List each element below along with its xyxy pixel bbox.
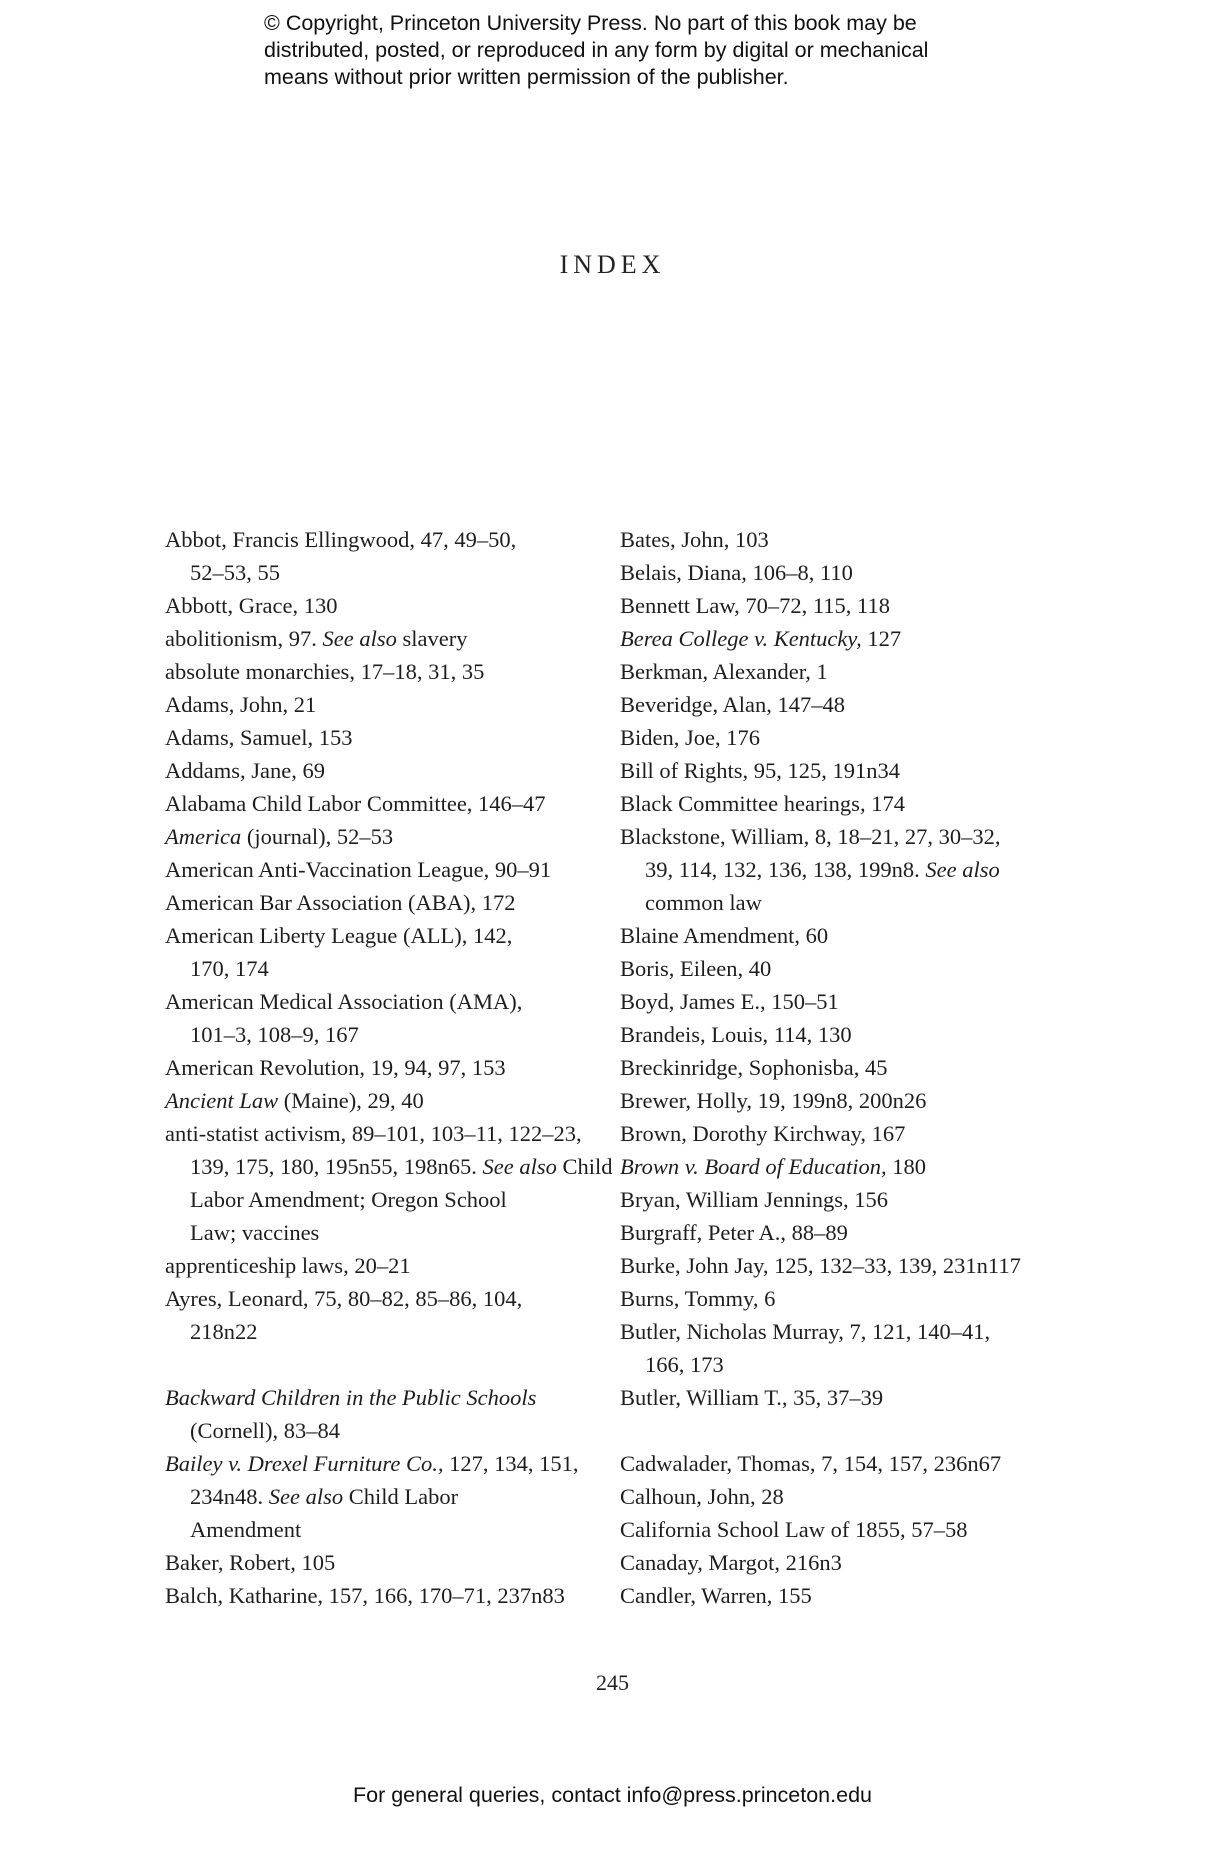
index-entry-text: Child Labor bbox=[343, 1484, 459, 1509]
index-entry-text: Boyd, James E., 150–51 bbox=[620, 989, 839, 1014]
index-entry bbox=[620, 1249, 1040, 1282]
index-entry bbox=[620, 754, 1040, 787]
index-entry bbox=[620, 1447, 1040, 1480]
index-entry bbox=[620, 1051, 1040, 1084]
index-entry bbox=[620, 1117, 1040, 1150]
index-entry-text: (Cornell), 83–84 bbox=[190, 1418, 340, 1443]
index-entry bbox=[165, 886, 585, 919]
index-entry bbox=[165, 853, 585, 886]
index-entry-text: Breckinridge, Sophonisba, 45 bbox=[620, 1055, 888, 1080]
index-entry bbox=[620, 1381, 1040, 1414]
index-entry bbox=[165, 655, 585, 688]
index-entry-text: Candler, Warren, 155 bbox=[620, 1583, 812, 1608]
index-entry-text: 52–53, 55 bbox=[190, 560, 280, 585]
index-entry-text: (Maine), 29, 40 bbox=[278, 1088, 424, 1113]
index-entry-text: Butler, William T., 35, 37–39 bbox=[620, 1385, 884, 1410]
index-entry bbox=[165, 754, 585, 787]
index-entry-text: American Anti-Vaccination League, 90–91 bbox=[165, 857, 552, 882]
index-entry-text: Burke, John Jay, 125, 132–33, 139, 231n117 bbox=[620, 1253, 1021, 1278]
index-entry bbox=[620, 721, 1040, 754]
index-entry-text: Alabama Child Labor Committee, 146–47 bbox=[165, 791, 546, 816]
index-entry bbox=[165, 919, 585, 985]
index-column-right bbox=[620, 523, 1040, 1612]
index-entry-text: Canaday, Margot, 216n3 bbox=[620, 1550, 842, 1575]
index-entry-text: 180 bbox=[886, 1154, 927, 1179]
copyright-notice bbox=[264, 10, 1024, 91]
index-entry bbox=[165, 1117, 613, 1249]
index-entry-text: slavery bbox=[396, 626, 468, 651]
index-entry bbox=[165, 1447, 585, 1546]
index-entry-text: Biden, Joe, 176 bbox=[620, 725, 760, 750]
index-entry-text: Berkman, Alexander, 1 bbox=[620, 659, 828, 684]
index-entry-text: Labor Amendment; Oregon School bbox=[190, 1187, 507, 1212]
index-entry-text: Child bbox=[556, 1154, 613, 1179]
index-entry-text: Adams, Samuel, 153 bbox=[165, 725, 353, 750]
index-entry-text: Baker, Robert, 105 bbox=[165, 1550, 336, 1575]
index-entry bbox=[620, 1480, 1040, 1513]
index-entry-text: Boris, Eileen, 40 bbox=[620, 956, 772, 981]
index-entry-text: 139, 175, 180, 195n55, 198n65. bbox=[190, 1154, 483, 1179]
index-entry-text: abolitionism, 97. bbox=[165, 626, 323, 651]
index-entry-text: Balch, Katharine, 157, 166, 170–71, 237n83 bbox=[165, 1583, 565, 1608]
index-entry bbox=[165, 787, 585, 820]
footer-contact: For general queries, contact info@press.princeton.edu bbox=[352, 1783, 872, 1807]
index-entry bbox=[620, 688, 1040, 721]
index-entry bbox=[165, 1282, 585, 1348]
index-entry-text: Bennett Law, 70–72, 115, 118 bbox=[620, 593, 890, 618]
index-entry-text: Amendment bbox=[190, 1517, 302, 1542]
index-entry-text: Brandeis, Louis, 114, 130 bbox=[620, 1022, 852, 1047]
index-entry-text: Burns, Tommy, 6 bbox=[620, 1286, 776, 1311]
index-entry bbox=[165, 589, 585, 622]
letter-group-gap bbox=[620, 1414, 1040, 1447]
index-entry-text: 170, 174 bbox=[190, 956, 269, 981]
index-entry bbox=[620, 820, 1040, 919]
index-entry bbox=[620, 1183, 1040, 1216]
index-entry-text: 218n22 bbox=[190, 1319, 258, 1344]
letter-group-gap bbox=[165, 1348, 585, 1381]
index-entry-text: Butler, Nicholas Murray, 7, 121, 140–41, bbox=[620, 1319, 991, 1344]
copyright-line: distributed, posted, or reproduced in any form by digital or mechanical bbox=[264, 38, 929, 62]
index-entry-italic-text: America bbox=[165, 824, 242, 849]
index-entry bbox=[620, 952, 1040, 985]
index-entry bbox=[620, 919, 1040, 952]
index-entry bbox=[165, 1381, 585, 1447]
index-entry bbox=[620, 556, 1040, 589]
index-entry-italic-text: Berea College v. Kentucky, bbox=[620, 626, 862, 651]
index-entry-text: Belais, Diana, 106–8, 110 bbox=[620, 560, 853, 585]
index-entry bbox=[165, 1051, 585, 1084]
index-entry-italic-text: See also bbox=[268, 1484, 344, 1509]
index-entry-text: (journal), 52–53 bbox=[241, 824, 394, 849]
index-column-left bbox=[165, 523, 613, 1612]
index-entry-text: Blaine Amendment, 60 bbox=[620, 923, 829, 948]
index-entry bbox=[620, 1150, 1040, 1183]
index-entry-italic-text: Backward Children in the Public Schools bbox=[165, 1385, 537, 1410]
index-entry-text: Bates, John, 103 bbox=[620, 527, 769, 552]
index-entry-text: Bill of Rights, 95, 125, 191n34 bbox=[620, 758, 901, 783]
index-entry bbox=[165, 721, 585, 754]
index-entry-text: Abbot, Francis Ellingwood, 47, 49–50, bbox=[165, 527, 517, 552]
index-entry-text: Beveridge, Alan, 147–48 bbox=[620, 692, 845, 717]
index-entry-text: common law bbox=[645, 890, 762, 915]
index-entry bbox=[620, 1018, 1040, 1051]
index-entry bbox=[620, 1513, 1040, 1546]
index-entry bbox=[620, 1579, 1040, 1612]
index-entry-text: 101–3, 108–9, 167 bbox=[190, 1022, 359, 1047]
index-entry-text: Law; vaccines bbox=[190, 1220, 320, 1245]
index-entry-text: Brown, Dorothy Kirchway, 167 bbox=[620, 1121, 906, 1146]
index-entry-text: Burgraff, Peter A., 88–89 bbox=[620, 1220, 848, 1245]
index-entry bbox=[165, 622, 585, 655]
index-entry-text: Blackstone, William, 8, 18–21, 27, 30–32, bbox=[620, 824, 1001, 849]
index-entry-text: American Liberty League (ALL), 142, bbox=[165, 923, 513, 948]
index-entry-text: Black Committee hearings, 174 bbox=[620, 791, 905, 816]
index-entry bbox=[165, 688, 585, 721]
index-entry bbox=[620, 655, 1040, 688]
index-entry bbox=[620, 1282, 1040, 1315]
index-entry-text: Abbott, Grace, 130 bbox=[165, 593, 338, 618]
index-entry bbox=[165, 523, 585, 589]
index-entry-text: Bryan, William Jennings, 156 bbox=[620, 1187, 889, 1212]
index-entry-italic-text: Ancient Law bbox=[165, 1088, 279, 1113]
index-entry-text: 127 bbox=[861, 626, 902, 651]
index-entry bbox=[620, 1546, 1040, 1579]
index-entry bbox=[620, 1315, 1040, 1381]
index-entry bbox=[620, 787, 1040, 820]
index-entry-text: 234n48. bbox=[190, 1484, 269, 1509]
index-entry-text: Cadwalader, Thomas, 7, 154, 157, 236n67 bbox=[620, 1451, 1002, 1476]
copyright-line: means without prior written permission of the publisher. bbox=[264, 65, 789, 89]
index-entry-text: American Revolution, 19, 94, 97, 153 bbox=[165, 1055, 506, 1080]
copyright-line: © Copyright, Princeton University Press. No part of this book may be bbox=[264, 11, 917, 35]
index-entry-text: American Bar Association (ABA), 172 bbox=[165, 890, 516, 915]
index-entry bbox=[620, 622, 1040, 655]
index-entry-italic-text: See also bbox=[482, 1154, 557, 1179]
index-entry-text: apprenticeship laws, 20–21 bbox=[165, 1253, 411, 1278]
index-entry-italic-text: See also bbox=[925, 857, 1000, 882]
index-entry-text: absolute monarchies, 17–18, 31, 35 bbox=[165, 659, 485, 684]
index-entry-text: 166, 173 bbox=[645, 1352, 724, 1377]
page-title: INDEX bbox=[559, 250, 666, 279]
index-entry bbox=[165, 1546, 585, 1579]
index-entry-text: Brewer, Holly, 19, 199n8, 200n26 bbox=[620, 1088, 927, 1113]
page-number: 245 bbox=[596, 1670, 629, 1695]
index-entry-text: American Medical Association (AMA), bbox=[165, 989, 523, 1014]
index-entry-text: Addams, Jane, 69 bbox=[165, 758, 325, 783]
index-entry-text: 127, 134, 151, bbox=[443, 1451, 579, 1476]
index-entry bbox=[165, 820, 585, 853]
index-entry-text: Ayres, Leonard, 75, 80–82, 85–86, 104, bbox=[165, 1286, 523, 1311]
index-entry-text: anti-statist activism, 89–101, 103–11, 122–23, bbox=[165, 1121, 582, 1146]
index-entry bbox=[165, 1084, 585, 1117]
index-entry-italic-text: See also bbox=[322, 626, 397, 651]
index-entry bbox=[620, 589, 1040, 622]
index-entry-text: Calhoun, John, 28 bbox=[620, 1484, 784, 1509]
index-entry bbox=[620, 985, 1040, 1018]
index-entry-italic-text: Brown v. Board of Education, bbox=[620, 1154, 887, 1179]
index-entry-text: California School Law of 1855, 57–58 bbox=[620, 1517, 968, 1542]
index-entry bbox=[165, 1579, 585, 1612]
index-entry bbox=[620, 1216, 1040, 1249]
index-entry-italic-text: Bailey v. Drexel Furniture Co., bbox=[165, 1451, 444, 1476]
index-entry-text: 39, 114, 132, 136, 138, 199n8. bbox=[645, 857, 926, 882]
index-entry bbox=[165, 1249, 585, 1282]
index-entry bbox=[620, 523, 1040, 556]
index-entry-text: Adams, John, 21 bbox=[165, 692, 317, 717]
index-entry bbox=[165, 985, 585, 1051]
index-entry bbox=[620, 1084, 1040, 1117]
